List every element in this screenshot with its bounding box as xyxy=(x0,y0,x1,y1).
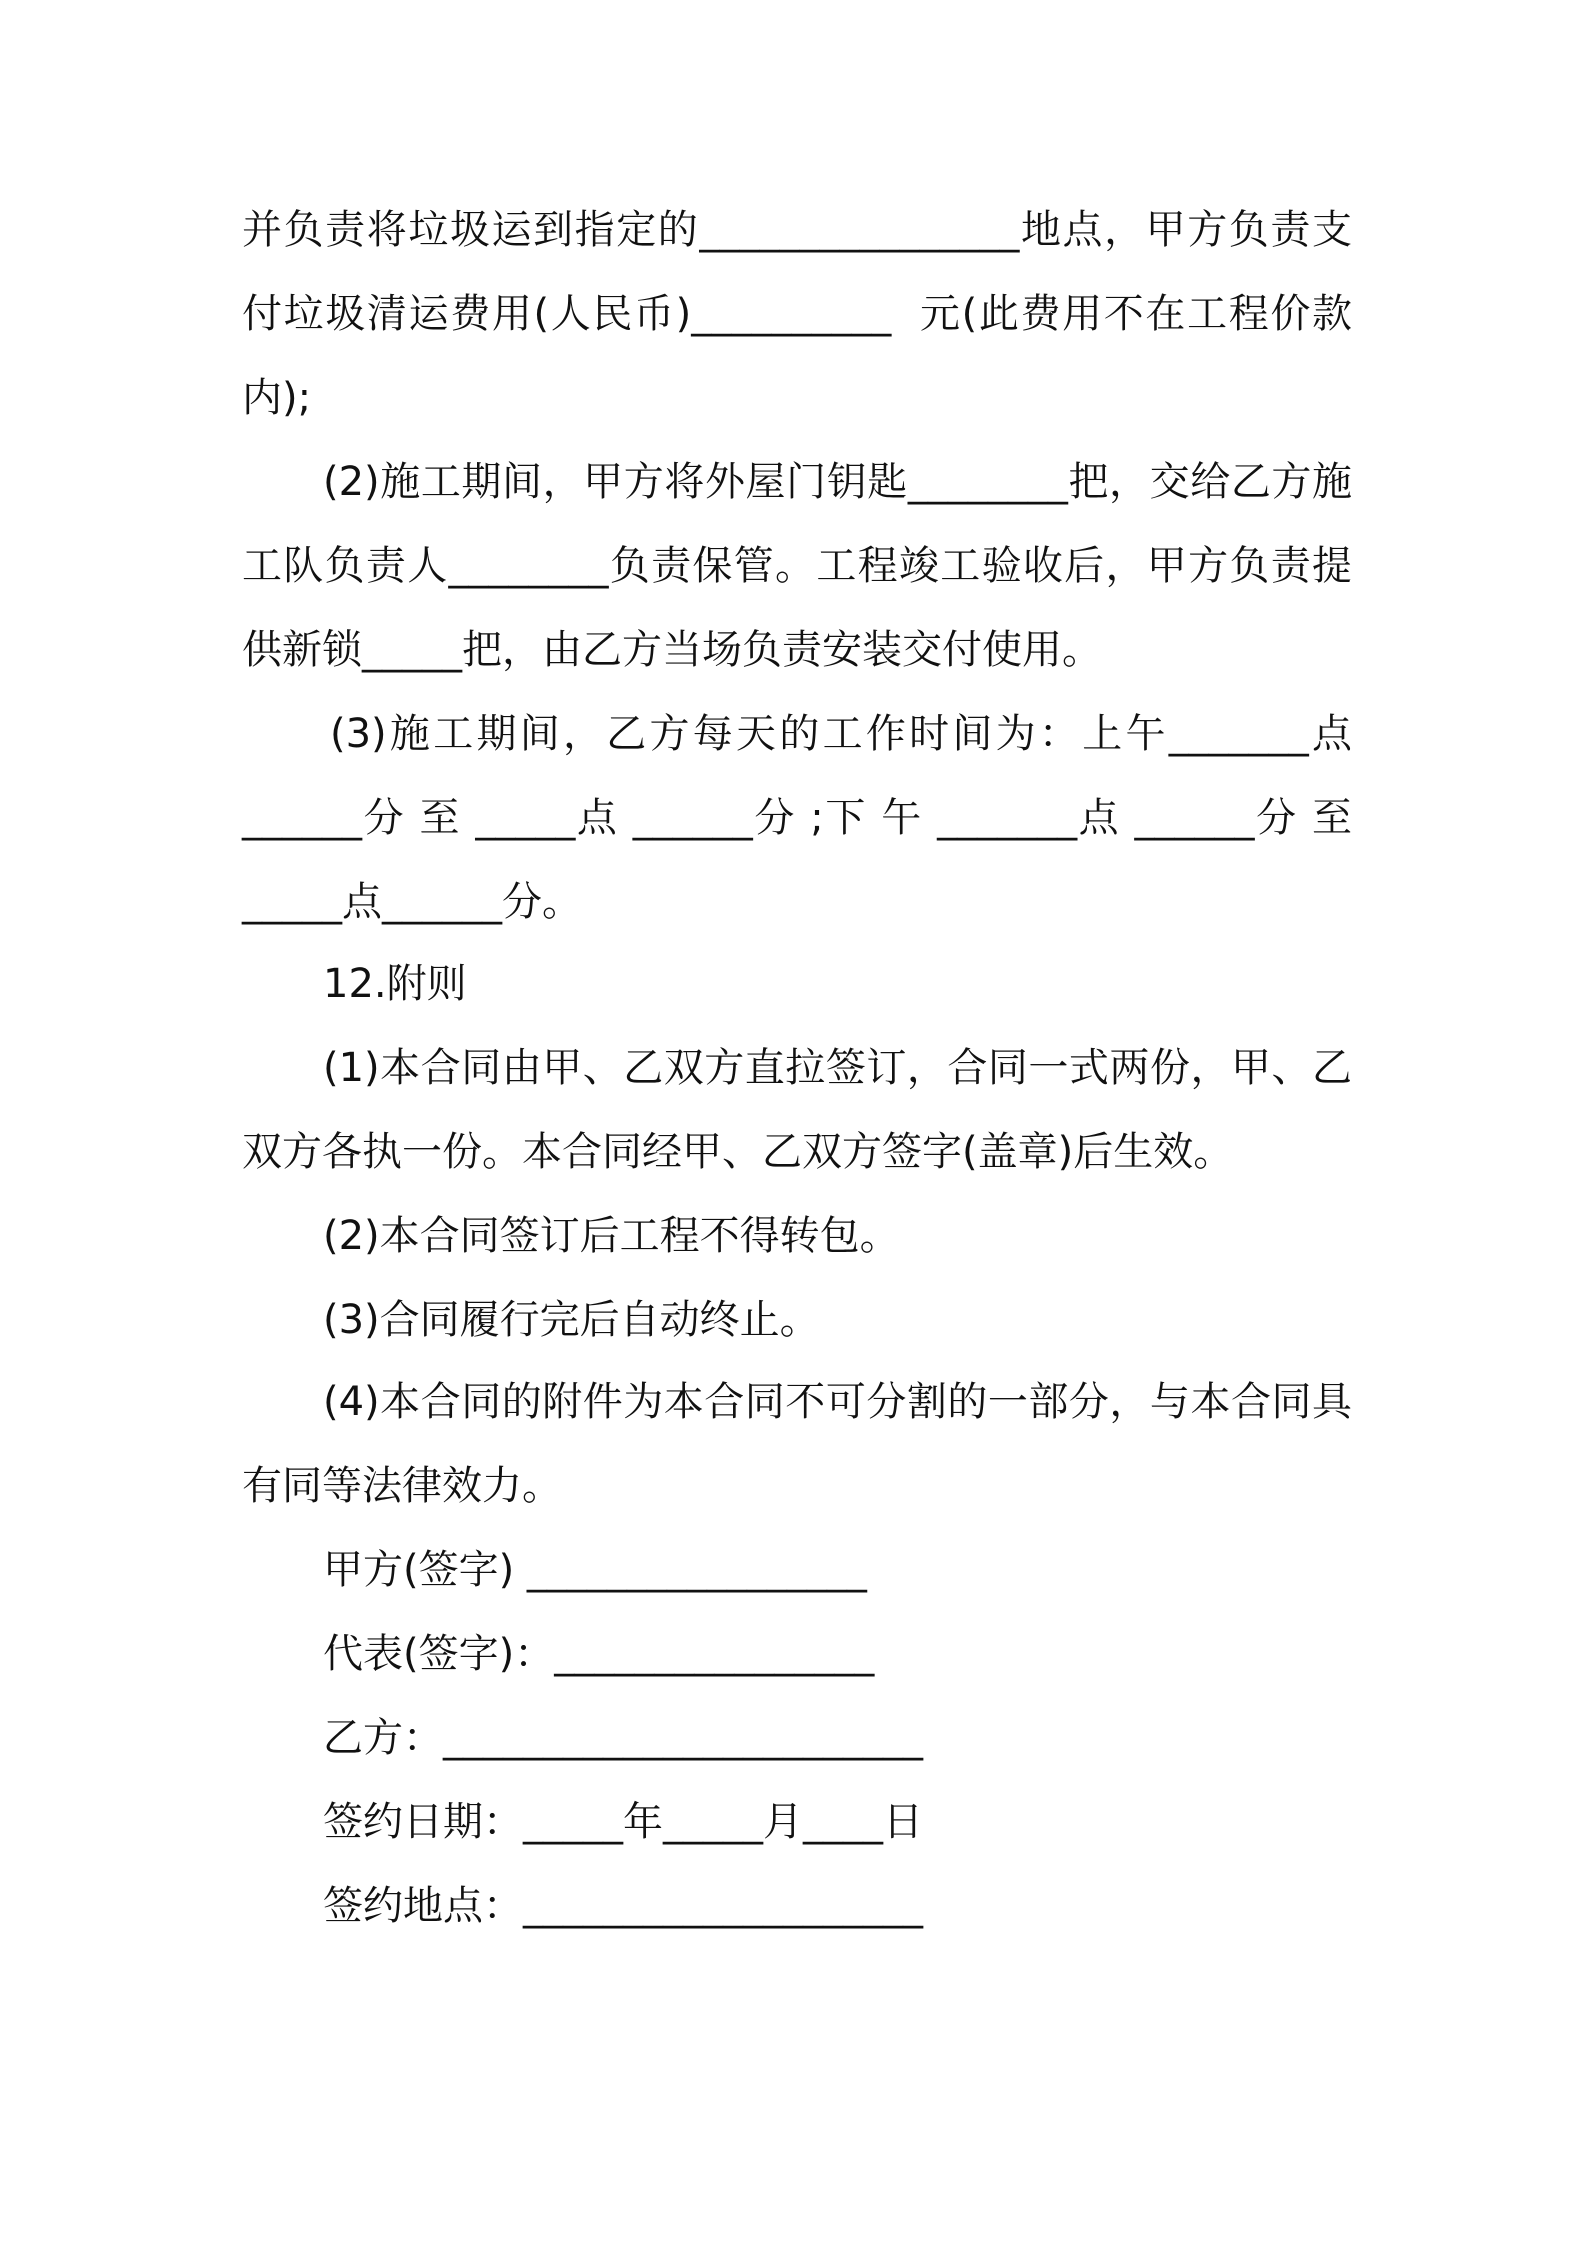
paragraph-hours-line-1: (3)施工期间，乙方每天的工作时间为：上午_______点 xyxy=(330,711,1352,757)
clause-1-line-1: (1)本合同由甲、乙双方直拉签订，合同一式两份，甲、乙 xyxy=(323,1045,1352,1091)
paragraph-keys-line-3: 供新锁_____把，由乙方当场负责安装交付使用。 xyxy=(242,627,1102,673)
paragraph-keys-line-1: (2)施工期间，甲方将外屋门钥匙________把，交给乙方施 xyxy=(323,459,1352,505)
signature-place: 签约地点：____________________ xyxy=(323,1883,923,1929)
paragraph-cleanup-line-3: 内); xyxy=(242,375,312,421)
clause-1-line-2: 双方各执一份。本合同经甲、乙双方签字(盖章)后生效。 xyxy=(242,1129,1234,1175)
paragraph-cleanup-line-2: 付垃圾清运费用(人民币)__________ 元(此费用不在工程价款 xyxy=(242,291,1352,337)
signature-party-b: 乙方：________________________ xyxy=(323,1715,923,1761)
paragraph-hours-line-2: ______分 至 _____点 ______分 ;下 午 _______点 ______分 至 xyxy=(242,795,1352,841)
clause-4-line-1: (4)本合同的附件为本合同不可分割的一部分，与本合同具 xyxy=(323,1379,1352,1425)
clause-4-line-2: 有同等法律效力。 xyxy=(242,1463,562,1509)
paragraph-cleanup-line-1: 并负责将垃圾运到指定的________________地点，甲方负责支 xyxy=(242,207,1352,253)
paragraph-keys-line-2: 工队负责人________负责保管。工程竣工验收后，甲方负责提 xyxy=(242,543,1352,589)
paragraph-hours-line-3: _____点______分。 xyxy=(242,879,582,925)
clause-2: (2)本合同签订后工程不得转包。 xyxy=(323,1213,900,1259)
clause-3: (3)合同履行完后自动终止。 xyxy=(323,1297,820,1343)
signature-date: 签约日期：_____年_____月____日 xyxy=(323,1799,923,1845)
signature-representative: 代表(签字)：________________ xyxy=(323,1631,875,1677)
section-heading: 12.附则 xyxy=(323,961,467,1007)
signature-party-a: 甲方(签字) _________________ xyxy=(323,1547,867,1593)
